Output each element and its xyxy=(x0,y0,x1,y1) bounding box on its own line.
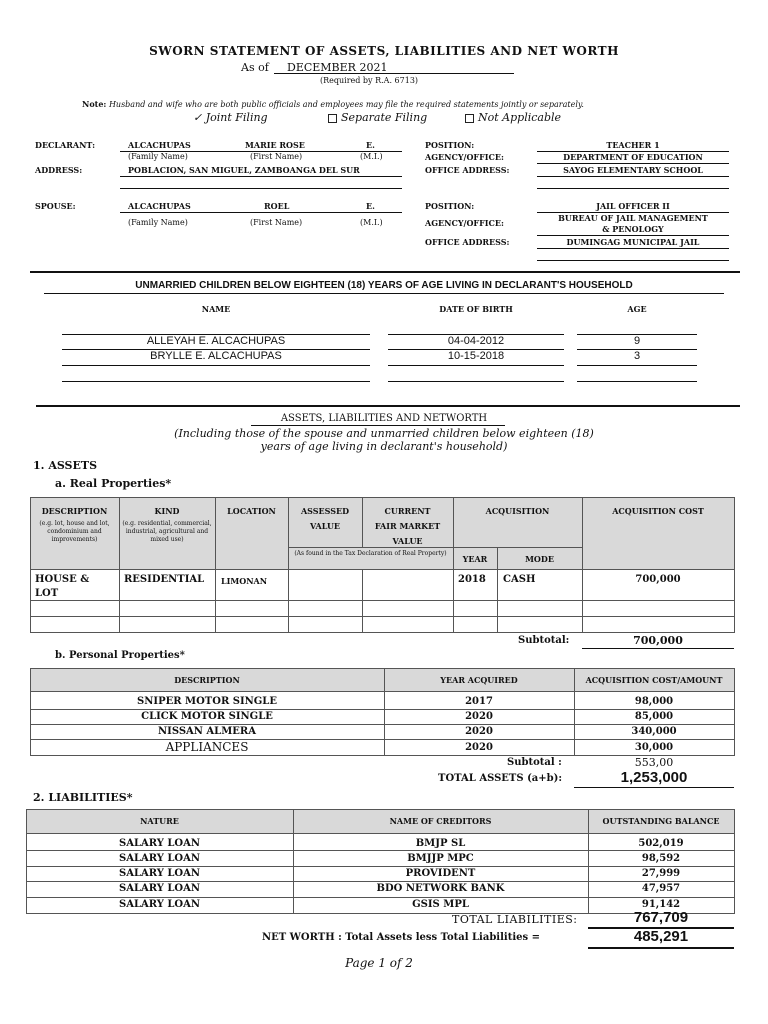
subtotal-underline xyxy=(582,648,734,649)
child-dob: 04-04-2012 xyxy=(447,335,505,347)
declarant-label: DECLARANT: xyxy=(35,140,96,150)
office-line-2 xyxy=(537,188,729,189)
document-title: SWORN STATEMENT OF ASSETS, LIABILITIES AND NET WORTH xyxy=(149,44,619,58)
assets-heading: 1. ASSETS xyxy=(33,459,98,472)
net-worth-value: 485,291 xyxy=(633,928,689,945)
personal-row-desc: SNIPER MOTOR SINGLE xyxy=(137,696,277,707)
children-row-line xyxy=(388,365,564,366)
agency-line xyxy=(537,163,729,164)
real-col-mode: MODE xyxy=(525,554,554,564)
row-divider xyxy=(30,709,735,710)
liab-row-creditor: BMJP SL xyxy=(415,838,466,849)
declarant-first-name: MARIE ROSE xyxy=(245,140,305,150)
col-divider xyxy=(734,570,735,632)
personal-row-cost: 98,000 xyxy=(634,696,674,707)
children-row-line xyxy=(62,381,370,382)
real-col-cfmv-3: VALUE xyxy=(392,536,423,546)
row-divider xyxy=(30,724,735,725)
real-col-kind: KIND xyxy=(154,506,180,516)
first-name-caption: (First Name) xyxy=(250,152,303,161)
liab-col-balance: OUTSTANDING BALANCE xyxy=(602,816,720,826)
personal-row-desc: NISSAN ALMERA xyxy=(158,726,256,737)
children-col-name: NAME xyxy=(201,304,231,314)
real-col-cfmv-1: CURRENT xyxy=(384,506,431,516)
not-applicable-option[interactable] xyxy=(465,111,561,124)
real-col-cfmv-2: FAIR MARKET xyxy=(374,521,441,531)
liab-row-creditor: BDO NETWORK BANK xyxy=(376,883,505,894)
liab-row-creditor: BMJJP MPC xyxy=(407,853,474,864)
spouse-office-label: OFFICE ADDRESS: xyxy=(425,237,510,247)
liab-row-balance: 98,592 xyxy=(641,853,681,864)
children-heading: UNMARRIED CHILDREN BELOW EIGHTEEN (18) YEARS OF AGE LIVING IN DECLARANT'S HOUSEHOLD xyxy=(135,280,633,291)
note-label: Note: xyxy=(82,99,107,109)
children-row-line xyxy=(388,381,564,382)
liabilities-heading: 2. LIABILITIES* xyxy=(33,791,133,804)
real-col-location: LOCATION xyxy=(227,506,276,516)
real-col-description: DESCRIPTION xyxy=(41,506,108,516)
real-row-kind: RESIDENTIAL xyxy=(124,574,205,585)
liab-row-balance: 27,999 xyxy=(641,868,681,879)
declarant-office-address: SAYOG ELEMENTARY SCHOOL xyxy=(563,165,703,175)
real-row-cost: 700,000 xyxy=(635,574,681,585)
real-row-location: LIMONAN xyxy=(221,576,268,586)
address-line xyxy=(120,176,402,177)
child-age: 3 xyxy=(633,350,641,362)
note-text: Husband and wife who are both public officials and employees may file the required statements jointly or separately. xyxy=(108,100,584,109)
address-line-2 xyxy=(120,188,402,189)
col-divider xyxy=(362,570,363,632)
declarant-mi: E. xyxy=(366,140,375,150)
spouse-position: JAIL OFFICER II xyxy=(596,201,670,211)
row-divider xyxy=(26,866,735,867)
personal-row-year: 2020 xyxy=(465,742,493,753)
not-applicable-label: Not Applicable xyxy=(478,111,562,124)
liab-col-creditor: NAME OF CREDITORS xyxy=(389,816,492,826)
liab-row-balance: 502,019 xyxy=(638,838,684,849)
declarant-family-name: ALCACHUPAS xyxy=(128,140,191,150)
spouse-name-line xyxy=(120,212,402,213)
net-worth-underline xyxy=(588,947,734,949)
spouse-agency-line xyxy=(537,235,729,236)
real-col-assessed-1: ASSESSED xyxy=(300,506,350,516)
personal-subtotal-label: Subtotal : xyxy=(507,757,562,768)
separate-filing-label: Separate Filing xyxy=(341,111,428,124)
section-divider xyxy=(36,405,740,407)
as-of-label: As of xyxy=(241,61,269,74)
net-worth-label: NET WORTH : Total Assets less Total Liabilities = xyxy=(262,932,540,943)
col-divider xyxy=(582,497,583,632)
aln-heading-underline xyxy=(251,425,505,426)
check-icon: ✓ xyxy=(193,111,203,124)
real-col-acquisition-cost: ACQUISITION COST xyxy=(612,506,704,516)
real-row-desc: LOT xyxy=(35,588,59,599)
aln-heading: ASSETS, LIABILITIES AND NETWORTH xyxy=(280,413,488,424)
col-divider xyxy=(30,570,31,632)
as-of-value: DECEMBER 2021 xyxy=(287,61,388,74)
real-row-year: 2018 xyxy=(458,574,486,585)
child-name: BRYLLE E. ALCACHUPAS xyxy=(150,350,282,362)
col-divider xyxy=(215,497,216,632)
row-divider xyxy=(26,897,735,898)
child-age: 9 xyxy=(633,335,641,347)
personal-col-description: DESCRIPTION xyxy=(174,675,240,685)
spouse-first-name: ROEL xyxy=(264,201,290,211)
personal-col-year: YEAR ACQUIRED xyxy=(440,675,518,685)
family-name-caption: (Family Name) xyxy=(128,152,188,161)
office-address-label: OFFICE ADDRESS: xyxy=(425,165,510,175)
position-label: POSITION: xyxy=(425,140,475,150)
spouse-agency-line2: & PENOLOGY xyxy=(602,224,664,234)
section-divider xyxy=(30,271,740,273)
real-col-kind-sub: (e.g. residential, commercial, industrial, agricultural and mixed use) xyxy=(122,520,212,543)
liab-row-nature: SALARY LOAN xyxy=(118,883,201,894)
real-properties-heading: a. Real Properties* xyxy=(55,477,172,490)
real-subtotal-label: Subtotal: xyxy=(518,635,570,646)
joint-filing-option[interactable] xyxy=(193,111,268,124)
children-row-line xyxy=(577,365,697,366)
total-assets-value: 1,253,000 xyxy=(620,769,688,786)
office-line xyxy=(537,176,729,177)
checkbox-icon xyxy=(465,114,474,123)
liab-col-nature: NATURE xyxy=(140,816,179,826)
total-assets-label: TOTAL ASSETS (a+b): xyxy=(438,773,563,784)
agency-label: AGENCY/OFFICE: xyxy=(425,152,504,162)
col-divider xyxy=(734,834,735,913)
row-divider xyxy=(26,850,735,851)
total-underline xyxy=(574,787,734,788)
personal-row-year: 2020 xyxy=(465,726,493,737)
spouse-family-caption: (Family Name) xyxy=(128,218,188,227)
spouse-agency-label: AGENCY/OFFICE: xyxy=(425,218,504,228)
col-divider xyxy=(288,497,289,632)
aln-subtitle-2: years of age living in declarant's household) xyxy=(260,440,508,453)
declarant-position: TEACHER 1 xyxy=(606,140,660,150)
address-label: ADDRESS: xyxy=(35,165,83,175)
col-divider xyxy=(453,497,454,632)
real-col-year: YEAR xyxy=(462,554,488,564)
cell-divider xyxy=(288,547,453,548)
page-number: Page 1 of 2 xyxy=(345,956,413,970)
personal-col-cost: ACQUISITION COST/AMOUNT xyxy=(585,675,723,685)
liab-row-creditor: GSIS MPL xyxy=(412,899,469,910)
col-divider xyxy=(119,497,120,632)
total-liabilities-value: 767,709 xyxy=(633,909,689,926)
liab-row-balance: 91,142 xyxy=(641,899,681,910)
spouse-mi-caption: (M.I.) xyxy=(360,218,383,227)
liab-row-nature: SALARY LOAN xyxy=(118,899,201,910)
personal-subtotal-value: 553,00 xyxy=(634,756,674,769)
liab-row-creditor: PROVIDENT xyxy=(405,868,476,879)
row-divider xyxy=(30,616,735,617)
separate-filing-option[interactable] xyxy=(328,111,427,124)
row-divider xyxy=(30,600,735,601)
personal-row-year: 2020 xyxy=(465,711,493,722)
children-col-dob: DATE OF BIRTH xyxy=(439,304,513,314)
personal-properties-heading: b. Personal Properties* xyxy=(55,650,185,661)
children-heading-underline xyxy=(44,293,724,294)
spouse-office-line xyxy=(537,248,729,249)
as-of-underline xyxy=(274,73,514,74)
liab-row-nature: SALARY LOAN xyxy=(118,838,201,849)
required-by: (Required by R.A. 6713) xyxy=(320,76,419,85)
real-row-desc: HOUSE & xyxy=(35,574,90,585)
declarant-agency: DEPARTMENT OF EDUCATION xyxy=(563,152,703,162)
joint-filing-label: Joint Filing xyxy=(205,111,268,124)
personal-row-cost: 85,000 xyxy=(634,711,674,722)
checkbox-icon xyxy=(328,114,337,123)
spouse-agency-line1: BUREAU OF JAIL MANAGEMENT xyxy=(558,213,708,223)
personal-row-desc: APPLIANCES xyxy=(165,740,249,754)
real-row-mode: CASH xyxy=(503,574,536,585)
spouse-office-address: DUMINGAG MUNICIPAL JAIL xyxy=(566,237,700,247)
spouse-family-name: ALCACHUPAS xyxy=(128,201,191,211)
real-tax-note: (As found in the Tax Declaration of Real Property) xyxy=(294,550,447,557)
personal-row-cost: 340,000 xyxy=(631,726,677,737)
liab-row-nature: SALARY LOAN xyxy=(118,853,201,864)
declarant-address: POBLACION, SAN MIGUEL, ZAMBOANGA DEL SUR xyxy=(128,165,360,175)
mi-caption: (M.I.) xyxy=(360,152,383,161)
real-subtotal-value: 700,000 xyxy=(633,634,683,647)
aln-subtitle-1: (Including those of the spouse and unmarried children below eighteen (18) xyxy=(174,427,594,440)
real-col-acquisition: ACQUISITION xyxy=(485,506,550,516)
personal-row-desc: CLICK MOTOR SINGLE xyxy=(141,711,273,722)
child-dob: 10-15-2018 xyxy=(447,350,505,362)
children-row-line xyxy=(577,381,697,382)
cell-divider xyxy=(453,547,582,548)
personal-row-year: 2017 xyxy=(465,696,493,707)
liab-row-nature: SALARY LOAN xyxy=(118,868,201,879)
spouse-mi: E. xyxy=(366,201,375,211)
row-divider xyxy=(26,881,735,882)
children-col-age: AGE xyxy=(627,304,647,314)
liab-row-balance: 47,957 xyxy=(641,883,681,894)
row-divider xyxy=(30,632,735,633)
total-liabilities-label: TOTAL LIABILITIES: xyxy=(452,913,578,926)
spouse-position-label: POSITION: xyxy=(425,201,475,211)
child-name: ALLEYAH E. ALCACHUPAS xyxy=(146,335,286,347)
spouse-label: SPOUSE: xyxy=(35,201,76,211)
spouse-office-line-2 xyxy=(537,260,729,261)
real-col-assessed-2: VALUE xyxy=(309,521,341,531)
children-row-line xyxy=(62,365,370,366)
real-col-description-sub: (e.g. lot, house and lot, condominium and improvements) xyxy=(39,520,110,543)
personal-row-cost: 30,000 xyxy=(634,742,674,753)
spouse-first-caption: (First Name) xyxy=(250,218,303,227)
